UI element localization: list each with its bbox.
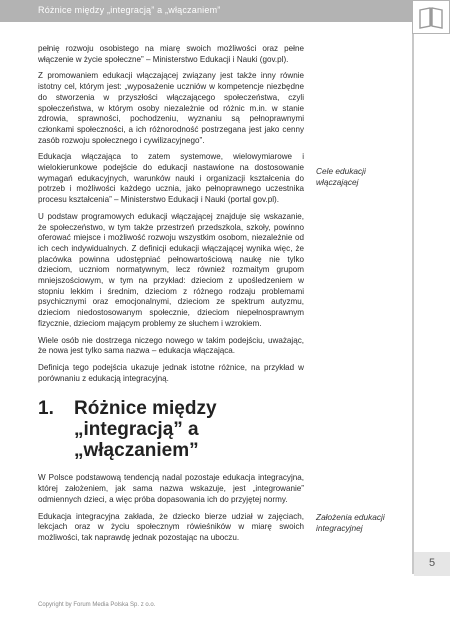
section-title: Różnice między „integracją” a „włączaniem” xyxy=(74,398,217,462)
header-icon-box xyxy=(412,0,450,34)
paragraph: Definicja tego podejścia ukazuje jednak istotne różnice, na przykład w porównaniu z edukacją integracyjną. xyxy=(38,362,304,383)
side-note-cele: Cele edukacji włączającej xyxy=(316,166,366,187)
paragraph: Edukacja włączająca to zatem systemowe, wielowymiarowe i wielokierunkowe podejście do edukacji nastawione na dostosowanie wymagań edukacyjnych, warunków nauki i organizacji kształcenia do potrzeb i możliwości każdego ucznia, jako pełnoprawnego uczestnika procesu kształcenia” – Ministerstwo Edukacji i Nauki (portal gov.pl). xyxy=(38,152,304,205)
paragraph: Wiele osób nie dostrzega niczego nowego w takim podejściu, uważając, że nowa jest tylko sama nazwa – edukacja włączająca. xyxy=(38,335,304,356)
main-content xyxy=(38,44,304,550)
page-number: 5 xyxy=(428,557,436,569)
paragraph: U podstaw programowych edukacji włączającej znajduje się wskazanie, że społeczeństwo, w tym także przestrzeń przedszkola, szkoły, powinno oferować miejsce i możliwość rozwoju wszystkim osobom, niezależnie od ich cech indywidualnych. Z definicji edukacji włączającej wynika więc, że placówka powinna udostępniać pełnowartościową naukę nie tylko dzieciom, uczniom normatywnym, lecz również rozmaitym grupom mniejszościowym, w tym na przykład: dzieciom z upośledzeniem w stopniu lekkim i średnim, dzieciom z różnego rodzaju problemami psychicznymi oraz emocjonalnymi, dzieciom ze spektrum autyzmu, dzieciom niedostosowanym społecznie, dzieciom niepełnosprawnym fizycznie, dzieciom mającym problemy ze słuchem i wzrokiem. xyxy=(38,211,304,328)
open-book-icon xyxy=(412,0,450,34)
page-number-box xyxy=(414,552,450,576)
side-note-zalozenia: Założenia edukacji integracyjnej xyxy=(316,512,385,533)
section-number: 1. xyxy=(38,398,54,420)
margin-rule xyxy=(412,34,414,574)
section-heading xyxy=(38,398,304,461)
header-bar xyxy=(0,0,412,22)
running-title: Różnice między „integracją” a „włączaniem” xyxy=(38,5,221,15)
footer-copyright: Copyright by Forum Media Polska Sp. z o.o. xyxy=(38,602,156,608)
paragraph: Z promowaniem edukacji włączającej związany jest także inny równie istotny cel, którym jest: „wyposażenie uczniów w kompetencje niezbędne do stworzenia w przyszłości włączającego społeczeństwa, czyli społeczeństwa, w którym osoby niezależnie od różnic m.in. w stanie zdrowia, sprawności, pochodzeniu, wyznaniu są pełnoprawnymi członkami społeczności, a ich różnorodność postrzegana jest jako cenny zasób rozwoju społecznego i cywilizacyjnego”. xyxy=(38,71,304,145)
paragraph: W Polsce podstawową tendencją nadal pozostaje edukacja integracyjna, której założeniem, jak sama nazwa wskazuje, jest „integrowanie” odmiennych dzieci, a więc próba dopasowania ich do przyjętej normy. xyxy=(38,473,304,504)
paragraph: Edukacja integracyjna zakłada, że dziecko bierze udział w zajęciach, lekcjach oraz w życiu społecznym rówieśników w miarę swoich możliwości, tak naprawdę jednak pozostając na uboczu. xyxy=(38,511,304,542)
paragraph: pełnię rozwoju osobistego na miarę swoich możliwości oraz pełne włączenie w życie społeczne” – Ministerstwo Edukacji i Nauki (gov.pl). xyxy=(38,44,304,64)
